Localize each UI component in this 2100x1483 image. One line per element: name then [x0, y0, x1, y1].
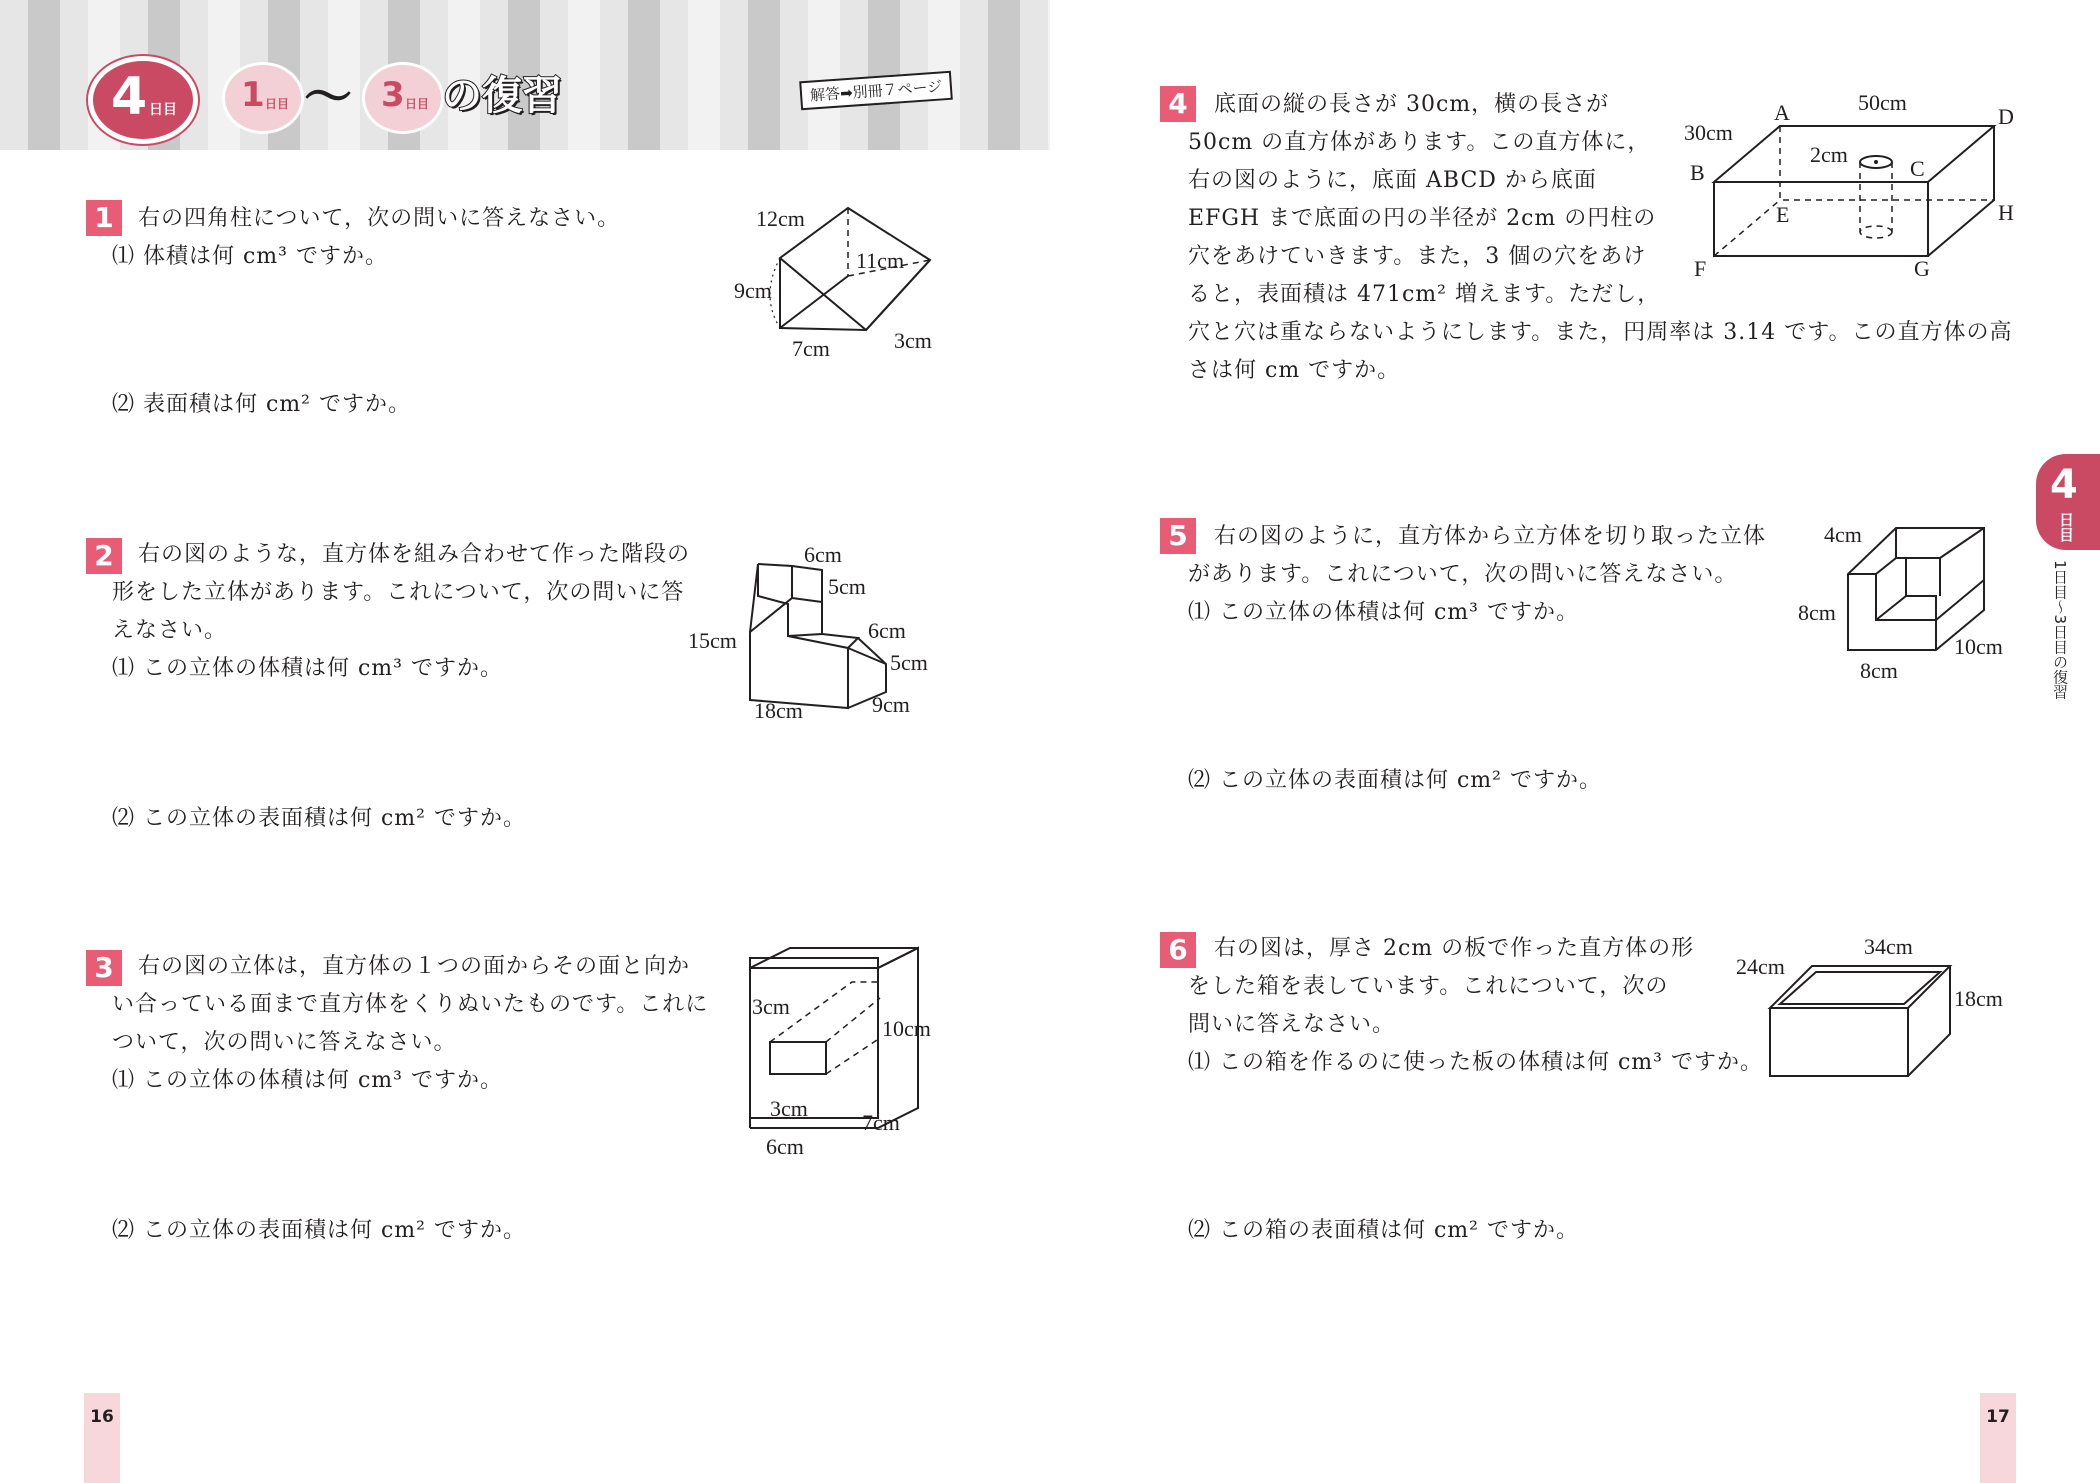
q6-label-18cm: 18cm	[1954, 986, 2003, 1011]
q3-figure	[730, 948, 960, 1168]
q3-sub2: ⑵ この立体の表面積は何 cm² ですか。	[112, 1218, 526, 1243]
page-title: の復習	[442, 73, 562, 119]
day-unit: 日目	[149, 102, 177, 118]
q4-line-5: 穴をあけていきます。また，3 個の穴をあけ	[1188, 244, 1647, 269]
q3-label-3cm-top: 3cm	[752, 994, 790, 1019]
q4-label-B: B	[1690, 160, 1705, 185]
q4-line-1: 底面の縦の長さが 30cm，横の長さが	[1214, 92, 1610, 117]
from-day-unit: 日目	[265, 97, 290, 111]
q2-label-5cm-top: 5cm	[828, 574, 866, 599]
q4-label-E: E	[1776, 202, 1790, 227]
q1-label-9cm: 9cm	[734, 278, 772, 303]
q1-sub2: ⑵ 表面積は何 cm² ですか。	[112, 392, 411, 417]
day-badge	[88, 56, 198, 144]
q4-line-3: 右の図のように，底面 ABCD から底面	[1188, 168, 1597, 193]
to-day-badge	[362, 62, 444, 134]
q6-sub1: ⑴ この箱を作るのに使った板の体積は何 cm³ ですか。	[1188, 1050, 1763, 1075]
q1-label-3cm: 3cm	[894, 328, 932, 353]
q4-line-2: 50cm の直方体があります。この直方体に，	[1188, 130, 1651, 155]
q1-figure	[720, 196, 950, 376]
q2-label-5cm-mid: 5cm	[890, 650, 928, 675]
q5-sub2: ⑵ この立体の表面積は何 cm² ですか。	[1188, 768, 1602, 793]
q3-label-10cm: 10cm	[882, 1016, 931, 1041]
q1-sub1: ⑴ 体積は何 cm³ ですか。	[112, 244, 388, 269]
side-day-number: 4	[2050, 462, 2078, 508]
side-section-title: 1日目〜3日目の復習	[2051, 560, 2069, 700]
q3-line-3: ついて，次の問いに答えなさい。	[112, 1030, 457, 1055]
q4-label-C: C	[1910, 156, 1925, 181]
q4-line-4: EFGH まで底面の円の半径が 2cm の円柱の	[1188, 206, 1657, 231]
q2-line-1: 右の図のような，直方体を組み合わせて作った階段の	[138, 542, 691, 567]
q1-label-7cm: 7cm	[792, 336, 830, 361]
q3-line-2: い合っている面まで直方体をくりぬいたものです。これに	[112, 992, 709, 1017]
q2-line-3: えなさい。	[112, 618, 228, 643]
page-number-left: 16	[84, 1393, 120, 1483]
q5-label-8cm-left: 8cm	[1798, 600, 1836, 625]
q6-label-24cm: 24cm	[1736, 954, 1785, 979]
question-number-5: 5	[1160, 518, 1196, 554]
question-number-2: 2	[86, 538, 122, 574]
q5-label-4cm: 4cm	[1824, 522, 1862, 547]
q2-line-2: 形をした立体があります。これについて，次の問いに答	[112, 580, 685, 605]
q2-sub1: ⑴ この立体の体積は何 cm³ ですか。	[112, 656, 503, 681]
q1-text: 右の四角柱について，次の問いに答えなさい。	[138, 206, 621, 231]
q6-line-2: をした箱を表しています。これについて，次の	[1188, 974, 1669, 999]
q4-line-8: さは何 cm ですか。	[1188, 358, 1401, 383]
q4-label-30cm: 30cm	[1684, 120, 1733, 145]
q4-label-50cm: 50cm	[1858, 90, 1907, 115]
question-number-6: 6	[1160, 932, 1196, 968]
side-day-tab	[2036, 454, 2100, 550]
to-day-number: 3	[381, 75, 405, 115]
q3-label-3cm-bottom: 3cm	[770, 1096, 808, 1121]
q6-line-1: 右の図は，厚さ 2cm の板で作った直方体の形	[1214, 936, 1695, 961]
q3-label-7cm: 7cm	[862, 1110, 900, 1135]
q5-line-2: があります。これについて，次の問いに答えなさい。	[1188, 562, 1738, 587]
range-tilde: 〜	[304, 69, 353, 125]
q4-label-G: G	[1914, 256, 1930, 281]
q2-label-6cm-mid: 6cm	[868, 618, 906, 643]
q4-line-6: ると，表面積は 471cm² 増えます。ただし，	[1188, 282, 1661, 307]
q4-label-A: A	[1774, 100, 1790, 125]
question-number-3: 3	[86, 950, 122, 986]
q2-label-6cm-top: 6cm	[804, 542, 842, 567]
q5-label-8cm-bottom: 8cm	[1860, 658, 1898, 683]
q4-figure	[1684, 86, 2014, 286]
q2-sub2: ⑵ この立体の表面積は何 cm² ですか。	[112, 806, 526, 831]
q6-line-3: 問いに答えなさい。	[1188, 1012, 1396, 1037]
q4-label-D: D	[1998, 104, 2014, 129]
question-number-1: 1	[86, 200, 122, 236]
from-day-badge	[222, 62, 304, 134]
q4-label-H: H	[1998, 200, 2014, 225]
q5-figure	[1796, 518, 2003, 688]
q2-label-18cm: 18cm	[754, 698, 803, 723]
to-day-unit: 日目	[405, 97, 430, 111]
q3-sub1: ⑴ この立体の体積は何 cm³ ですか。	[112, 1068, 503, 1093]
q2-figure	[680, 536, 940, 736]
q5-sub1: ⑴ この立体の体積は何 cm³ ですか。	[1188, 600, 1579, 625]
q6-figure	[1732, 930, 2003, 1090]
q3-label-6cm: 6cm	[766, 1134, 804, 1159]
q6-label-34cm: 34cm	[1864, 934, 1913, 959]
q5-line-1: 右の図のように，直方体から立方体を切り取った立体	[1214, 524, 1767, 549]
from-day-number: 1	[241, 75, 265, 115]
answer-reference: 解答➡別冊７ページ	[799, 71, 953, 111]
q2-label-9cm: 9cm	[872, 692, 910, 717]
q1-label-11cm: 11cm	[856, 248, 905, 273]
q3-line-1: 右の図の立体は，直方体の１つの面からその面と向か	[138, 954, 691, 979]
q4-label-2cm: 2cm	[1810, 142, 1848, 167]
q4-label-F: F	[1694, 256, 1707, 281]
q6-sub2: ⑵ この箱の表面積は何 cm² ですか。	[1188, 1218, 1579, 1243]
q2-label-15cm: 15cm	[688, 628, 737, 653]
day-number: 4	[111, 67, 148, 127]
page-number-right: 17	[1980, 1393, 2016, 1483]
q1-label-12cm: 12cm	[756, 206, 805, 231]
q4-line-7: 穴と穴は重ならないようにします。また，円周率は 3.14 です。この直方体の高	[1188, 320, 2013, 345]
question-number-4: 4	[1160, 86, 1196, 122]
q5-label-10cm: 10cm	[1954, 634, 2003, 659]
side-day-unit: 日目	[2057, 512, 2075, 542]
